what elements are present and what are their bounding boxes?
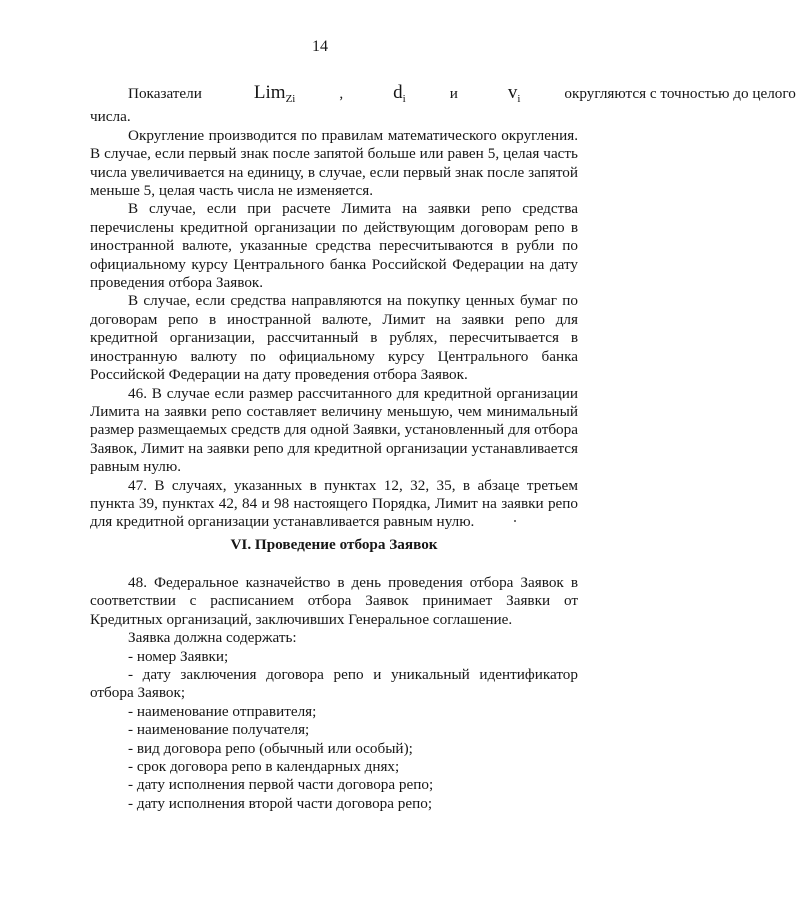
page-number: 14 — [312, 38, 328, 55]
lim-base: Lim — [253, 82, 286, 103]
d-base: d — [393, 82, 403, 103]
lim-symbol — [216, 84, 295, 108]
v-base: v — [507, 82, 518, 103]
paragraph-48: 48. Федеральное казначейство в день проведения отбора Заявок в соответствии с расписанием отбора Заявок принимает Заявки от Кредитных организаций, заключивших Генеральное соглашение. — [90, 574, 578, 628]
list-item: - дату исполнения первой части договора репо; — [128, 776, 434, 794]
list-item: - вид договора репо (обычный или особый); — [128, 739, 413, 757]
paragraph-46: 46. В случае если размер рассчитанного для кредитной организации Лимита на заявки репо составляет величину меньшую, чем минимальный размер размещаемых средств для одной Заявки, установленный для отбора Заявок, Лимит на заявки репо для кредитной организации устанавливается равным нулю. — [90, 384, 578, 476]
d-subscript: i — [402, 93, 406, 105]
indicators-word: Показатели — [128, 85, 202, 102]
list-item: - срок договора репо в календарных днях; — [128, 758, 400, 776]
v-subscript: i — [517, 93, 521, 105]
intro-block — [90, 82, 796, 532]
list-item: - наименование получателя; — [128, 721, 310, 739]
symbol-comma: , — [339, 85, 344, 102]
indicators-line — [90, 82, 796, 108]
list-item: - номер Заявки; — [128, 647, 229, 665]
and-word: и — [449, 85, 458, 102]
scan-speck — [514, 520, 516, 522]
paragraph-foreign-currency-out: В случае, если средства направляются на покупку ценных бумаг по договорам репо в иностранной валюте, Лимит на заявки репо для кредитной организации, рассчитанный в рублях, пересчитывается в иностранную валюту по официальному курсу Центрального банка Российской Федерации на дату проведения отбора Заявок. — [90, 292, 578, 384]
list-item: - наименование отправителя; — [128, 702, 317, 720]
paragraph-foreign-currency-in: В случае, если при расчете Лимита на заявки репо средства перечислены кредитной организации по действующим договорам репо в иностранной валюте, указанные средства пересчитываются в рубли по официальному курсу Центрального банка Российской Федерации на дату проведения отбора Заявок. — [90, 200, 578, 292]
d-symbol — [355, 84, 406, 108]
section-heading: VI. Проведение отбора Заявок — [230, 536, 438, 553]
section-body — [90, 574, 578, 813]
indicators-tail: округляются с точностью до целого — [564, 85, 796, 102]
paragraph-rounding: Округление производится по правилам математического округления. В случае, если первый знак после запятой больше или равен 5, целая часть числа увеличивается на единицу, в случае, если первый знак после запятой меньше 5, целая часть числа не изменяется. — [90, 126, 578, 200]
indicators-continuation: числа. — [90, 108, 131, 126]
list-item: - дату заключения договора репо и уникальный идентификатор отбора Заявок; — [90, 666, 578, 702]
list-item: - дату исполнения второй части договора репо; — [128, 794, 433, 812]
paragraph-47: 47. В случаях, указанных в пунктах 12, 32, 35, в абзаце третьем пункта 39, пунктах 42, 84 и 98 настоящего Порядка, Лимит на заявки репо для кредитной организации устанавливается равным нулю. — [90, 476, 578, 531]
lim-subscript: Zi — [285, 93, 296, 105]
paragraph-request-contents: Заявка должна содержать: — [128, 629, 297, 647]
v-symbol — [470, 84, 521, 108]
